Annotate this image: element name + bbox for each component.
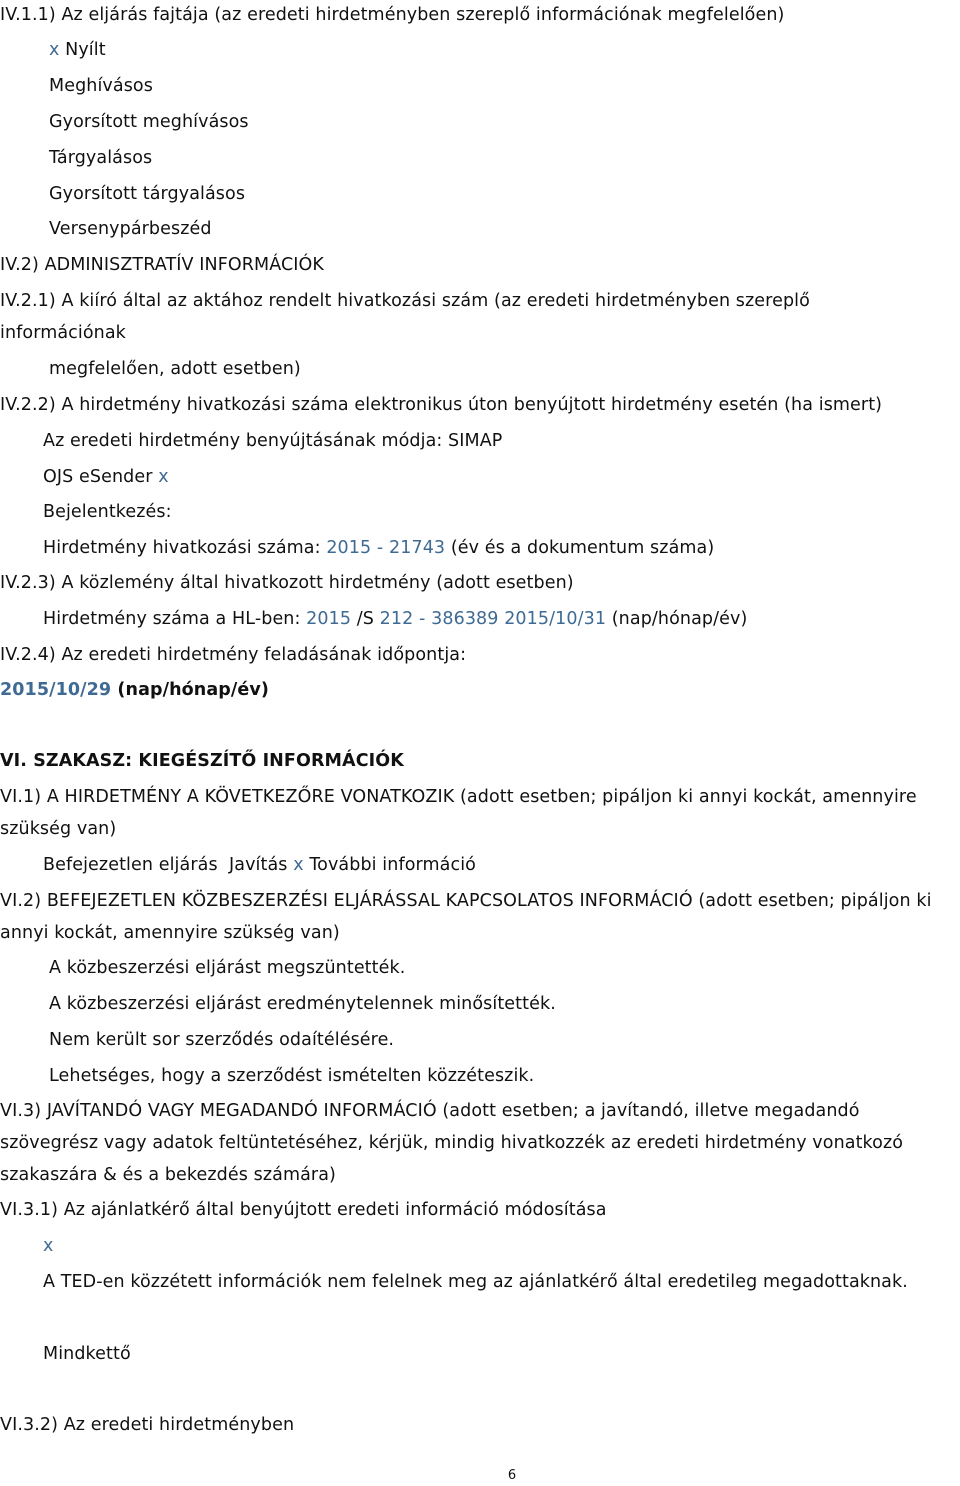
vi32-heading: VI.3.2) Az eredeti hirdetményben — [0, 1415, 295, 1435]
option-negotiated: Tárgyalásos — [49, 148, 153, 168]
option-correction: Javítás — [229, 855, 288, 875]
vi2-heading-line1: VI.2) BEFEJEZETLEN KÖZBESZERZÉSI ELJÁRÁSSAL KAPCSOLATOS INFORMÁCIÓ (adott esetben; pipáljon ki — [0, 891, 932, 911]
vi2-heading-line2: annyi kockát, amennyire szükség van) — [0, 923, 340, 943]
oj-notice-date-format: (nap/hónap/év) — [611, 609, 748, 629]
option-open — [49, 37, 106, 63]
oj-notice-year: 2015 — [306, 609, 352, 629]
option-open-label: Nyílt — [65, 40, 106, 60]
vi3-heading-line3: szakaszára & és a bekezdés számára) — [0, 1165, 336, 1185]
oj-notice-number: 212 - 386389 — [379, 609, 499, 629]
notice-ref-label: Hirdetmény hivatkozási száma: — [43, 538, 321, 558]
oj-notice-date: 2015/10/31 — [504, 609, 607, 629]
dispatch-date-row — [0, 677, 269, 703]
vi1-options-row — [43, 852, 476, 878]
vi31-checked-mark: x — [43, 1236, 54, 1256]
vi31-option-ted-mismatch: A TED-en közzétett információk nem felelnek meg az ajánlatkérő által eredetileg megadottaknak. — [43, 1272, 908, 1292]
ojs-esender-label: OJS eSender — [43, 467, 153, 487]
option-incomplete-procedure: Befejezetlen eljárás — [43, 855, 218, 875]
procedure-type-heading: IV.1.1) Az eljárás fajtája (az eredeti hirdetményben szereplő információnak megfelelően) — [0, 5, 785, 25]
option-restricted: Meghívásos — [49, 76, 153, 96]
vi31-heading: VI.3.1) Az ajánlatkérő által benyújtott eredeti információ módosítása — [0, 1200, 607, 1220]
vi2-option-terminated: A közbeszerzési eljárást megszüntették. — [49, 958, 406, 978]
ojs-checked-mark: x — [158, 467, 169, 487]
login-label: Bejelentkezés: — [43, 502, 172, 522]
option-additional-info: További információ — [309, 855, 476, 875]
vi3-heading-line1: VI.3) JAVÍTANDÓ VAGY MEGADANDÓ INFORMÁCIÓ (adott esetben; a javítandó, illetve megadandó — [0, 1101, 860, 1121]
dispatch-date-value: 2015/10/29 — [0, 680, 112, 700]
oj-notice-label: Hirdetmény száma a HL-ben: — [43, 609, 301, 629]
option-competitive-dialogue: Versenypárbeszéd — [49, 219, 212, 239]
open-checked-mark: x — [49, 40, 60, 60]
notice-ref-row — [43, 535, 714, 561]
ref-number-heading-line3: megfelelően, adott esetben) — [49, 359, 301, 379]
page-number: 6 — [507, 1468, 517, 1483]
vi31-option-both: Mindkettő — [43, 1344, 131, 1364]
dispatch-date-format: (nap/hónap/év) — [117, 680, 269, 700]
referenced-notice-heading: IV.2.3) A közlemény által hivatkozott hirdetmény (adott esetben) — [0, 573, 574, 593]
option-accelerated-negotiated: Gyorsított tárgyalásos — [49, 184, 246, 204]
notice-ref-value: 2015 - 21743 — [326, 538, 446, 558]
notice-ref-suffix: (év és a dokumentum száma) — [450, 538, 715, 558]
ref-number-heading-line2: információnak — [0, 323, 126, 343]
vi2-option-not-awarded: Nem került sor szerződés odaítélésére. — [49, 1030, 395, 1050]
oj-notice-sep: /S — [356, 609, 374, 629]
vi2-option-republish: Lehetséges, hogy a szerződést ismételten közzéteszik. — [49, 1066, 535, 1086]
option-accelerated-restricted: Gyorsított meghívásos — [49, 112, 249, 132]
admin-info-heading: IV.2) ADMINISZTRATÍV INFORMÁCIÓK — [0, 255, 325, 275]
dispatch-date-heading: IV.2.4) Az eredeti hirdetmény feladásának időpontja: — [0, 645, 467, 665]
ojs-esender-row — [43, 464, 169, 490]
vi2-option-unsuccessful: A közbeszerzési eljárást eredménytelennek minősítették. — [49, 994, 556, 1014]
vi1-heading-line2: szükség van) — [0, 819, 117, 839]
section-vi-heading: VI. SZAKASZ: KIEGÉSZÍTŐ INFORMÁCIÓK — [0, 751, 404, 771]
vi1-heading-line1: VI.1) A HIRDETMÉNY A KÖVETKEZŐRE VONATKOZIK (adott esetben; pipáljon ki annyi kockát, amennyire — [0, 787, 917, 807]
ref-number-heading-line1: IV.2.1) A kiíró által az aktához rendelt hivatkozási szám (az eredeti hirdetményben szereplő — [0, 291, 810, 311]
correction-checked-mark: x — [293, 855, 304, 875]
vi3-heading-line2: szövegrész vagy adatok feltüntetéséhez, kérjük, mindig hivatkozzék az eredeti hirdetmény vonatkozó — [0, 1133, 904, 1153]
electronic-ref-heading: IV.2.2) A hirdetmény hivatkozási száma elektronikus úton benyújtott hirdetmény esetén (ha ismert) — [0, 395, 883, 415]
submission-mode: Az eredeti hirdetmény benyújtásának módja: SIMAP — [43, 431, 503, 451]
oj-notice-row — [43, 606, 747, 632]
